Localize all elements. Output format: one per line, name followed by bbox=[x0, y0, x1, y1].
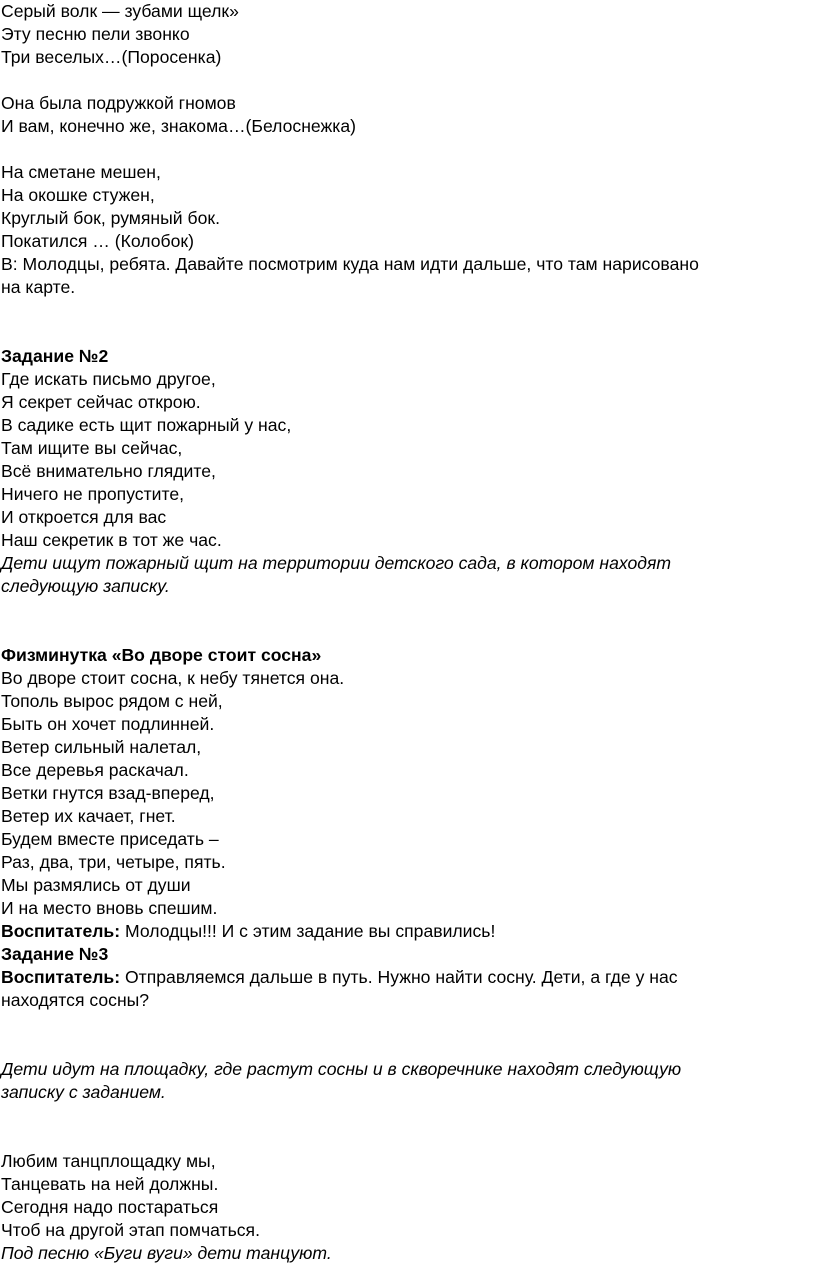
fizminutka-heading: Физминутка «Во дворе стоит сосна» bbox=[1, 645, 322, 665]
text-line: И вам, конечно же, знакома…(Белоснежка) bbox=[1, 116, 356, 136]
text-line: Где искать письмо другое, bbox=[1, 369, 216, 389]
teacher-label: Воспитатель: bbox=[1, 967, 121, 987]
teacher-line bbox=[1, 920, 811, 943]
task3-heading: Задание №3 bbox=[1, 944, 109, 964]
text-line: Раз, два, три, четыре, пять. bbox=[1, 852, 226, 872]
blank-line bbox=[1, 69, 811, 92]
blank-line bbox=[1, 322, 811, 345]
teacher-label: Воспитатель: bbox=[1, 921, 121, 941]
task2-heading: Задание №2 bbox=[1, 346, 109, 366]
text-line: Три веселых…(Поросенка) bbox=[1, 47, 222, 67]
text-line: Ветер сильный налетал, bbox=[1, 737, 202, 757]
text-line: Ветер их качает, гнет. bbox=[1, 806, 176, 826]
blank-line bbox=[1, 299, 811, 322]
blank-line bbox=[1, 1035, 811, 1058]
text-line: Наш секретик в тот же час. bbox=[1, 530, 222, 550]
blank-line bbox=[1, 1127, 811, 1150]
text-line: Круглый бок, румяный бок. bbox=[1, 208, 220, 228]
text-line: Тополь вырос рядом с ней, bbox=[1, 691, 223, 711]
text-line: находятся сосны? bbox=[1, 990, 150, 1010]
blank-line bbox=[1, 1012, 811, 1035]
teacher-line bbox=[1, 966, 811, 989]
text-line: Всё внимательно глядите, bbox=[1, 461, 216, 481]
text-line: Мы размялись от души bbox=[1, 875, 191, 895]
text-line: Ничего не пропустите, bbox=[1, 484, 185, 504]
text-line: Я секрет сейчас открою. bbox=[1, 392, 201, 412]
teacher-text: Молодцы!!! И с этим задание вы справились! bbox=[120, 921, 496, 941]
blank-line bbox=[1, 1104, 811, 1127]
text-line: Серый волк — зубами щелк» bbox=[1, 1, 239, 21]
text-line: Покатился … (Колобок) bbox=[1, 231, 194, 251]
document-page bbox=[1, 0, 811, 1265]
text-line: Она была подружкой гномов bbox=[1, 93, 236, 113]
text-line: Чтоб на другой этап помчаться. bbox=[1, 1220, 260, 1240]
text-line: Будем вместе приседать – bbox=[1, 829, 219, 849]
text-line: Ветки гнутся взад-вперед, bbox=[1, 783, 215, 803]
text-line: Во дворе стоит сосна, к небу тянется она. bbox=[1, 668, 345, 688]
text-line: Быть он хочет подлинней. bbox=[1, 714, 215, 734]
blank-line bbox=[1, 598, 811, 621]
stage-direction: Под песню «Буги вуги» дети танцуют. bbox=[1, 1243, 332, 1263]
text-line: на карте. bbox=[1, 277, 76, 297]
text-line: В: Молодцы, ребята. Давайте посмотрим куда нам идти дальше, что там нарисовано bbox=[1, 254, 699, 274]
stage-direction: записку с заданием. bbox=[1, 1082, 166, 1102]
text-line: Сегодня надо постараться bbox=[1, 1197, 219, 1217]
teacher-text: Отправляемся дальше в путь. Нужно найти сосну. Дети, а где у нас bbox=[120, 967, 678, 987]
text-line: Любим танцплощадку мы, bbox=[1, 1151, 216, 1171]
text-line: И откроется для вас bbox=[1, 507, 167, 527]
text-line: Эту песню пели звонко bbox=[1, 24, 190, 44]
blank-line bbox=[1, 621, 811, 644]
text-line: И на место вновь спешим. bbox=[1, 898, 218, 918]
text-line: В садике есть щит пожарный у нас, bbox=[1, 415, 292, 435]
text-line: Танцевать на ней должны. bbox=[1, 1174, 219, 1194]
blank-line bbox=[1, 138, 811, 161]
text-line: Там ищите вы сейчас, bbox=[1, 438, 183, 458]
stage-direction: следующую записку. bbox=[1, 576, 170, 596]
stage-direction: Дети идут на площадку, где растут сосны и в скворечнике находят следующую bbox=[1, 1059, 682, 1079]
stage-direction: Дети ищут пожарный щит на территории детского сада, в котором находят bbox=[1, 553, 672, 573]
text-line: На сметане мешен, bbox=[1, 162, 161, 182]
text-line: Все деревья раскачал. bbox=[1, 760, 189, 780]
text-line: На окошке стужен, bbox=[1, 185, 155, 205]
